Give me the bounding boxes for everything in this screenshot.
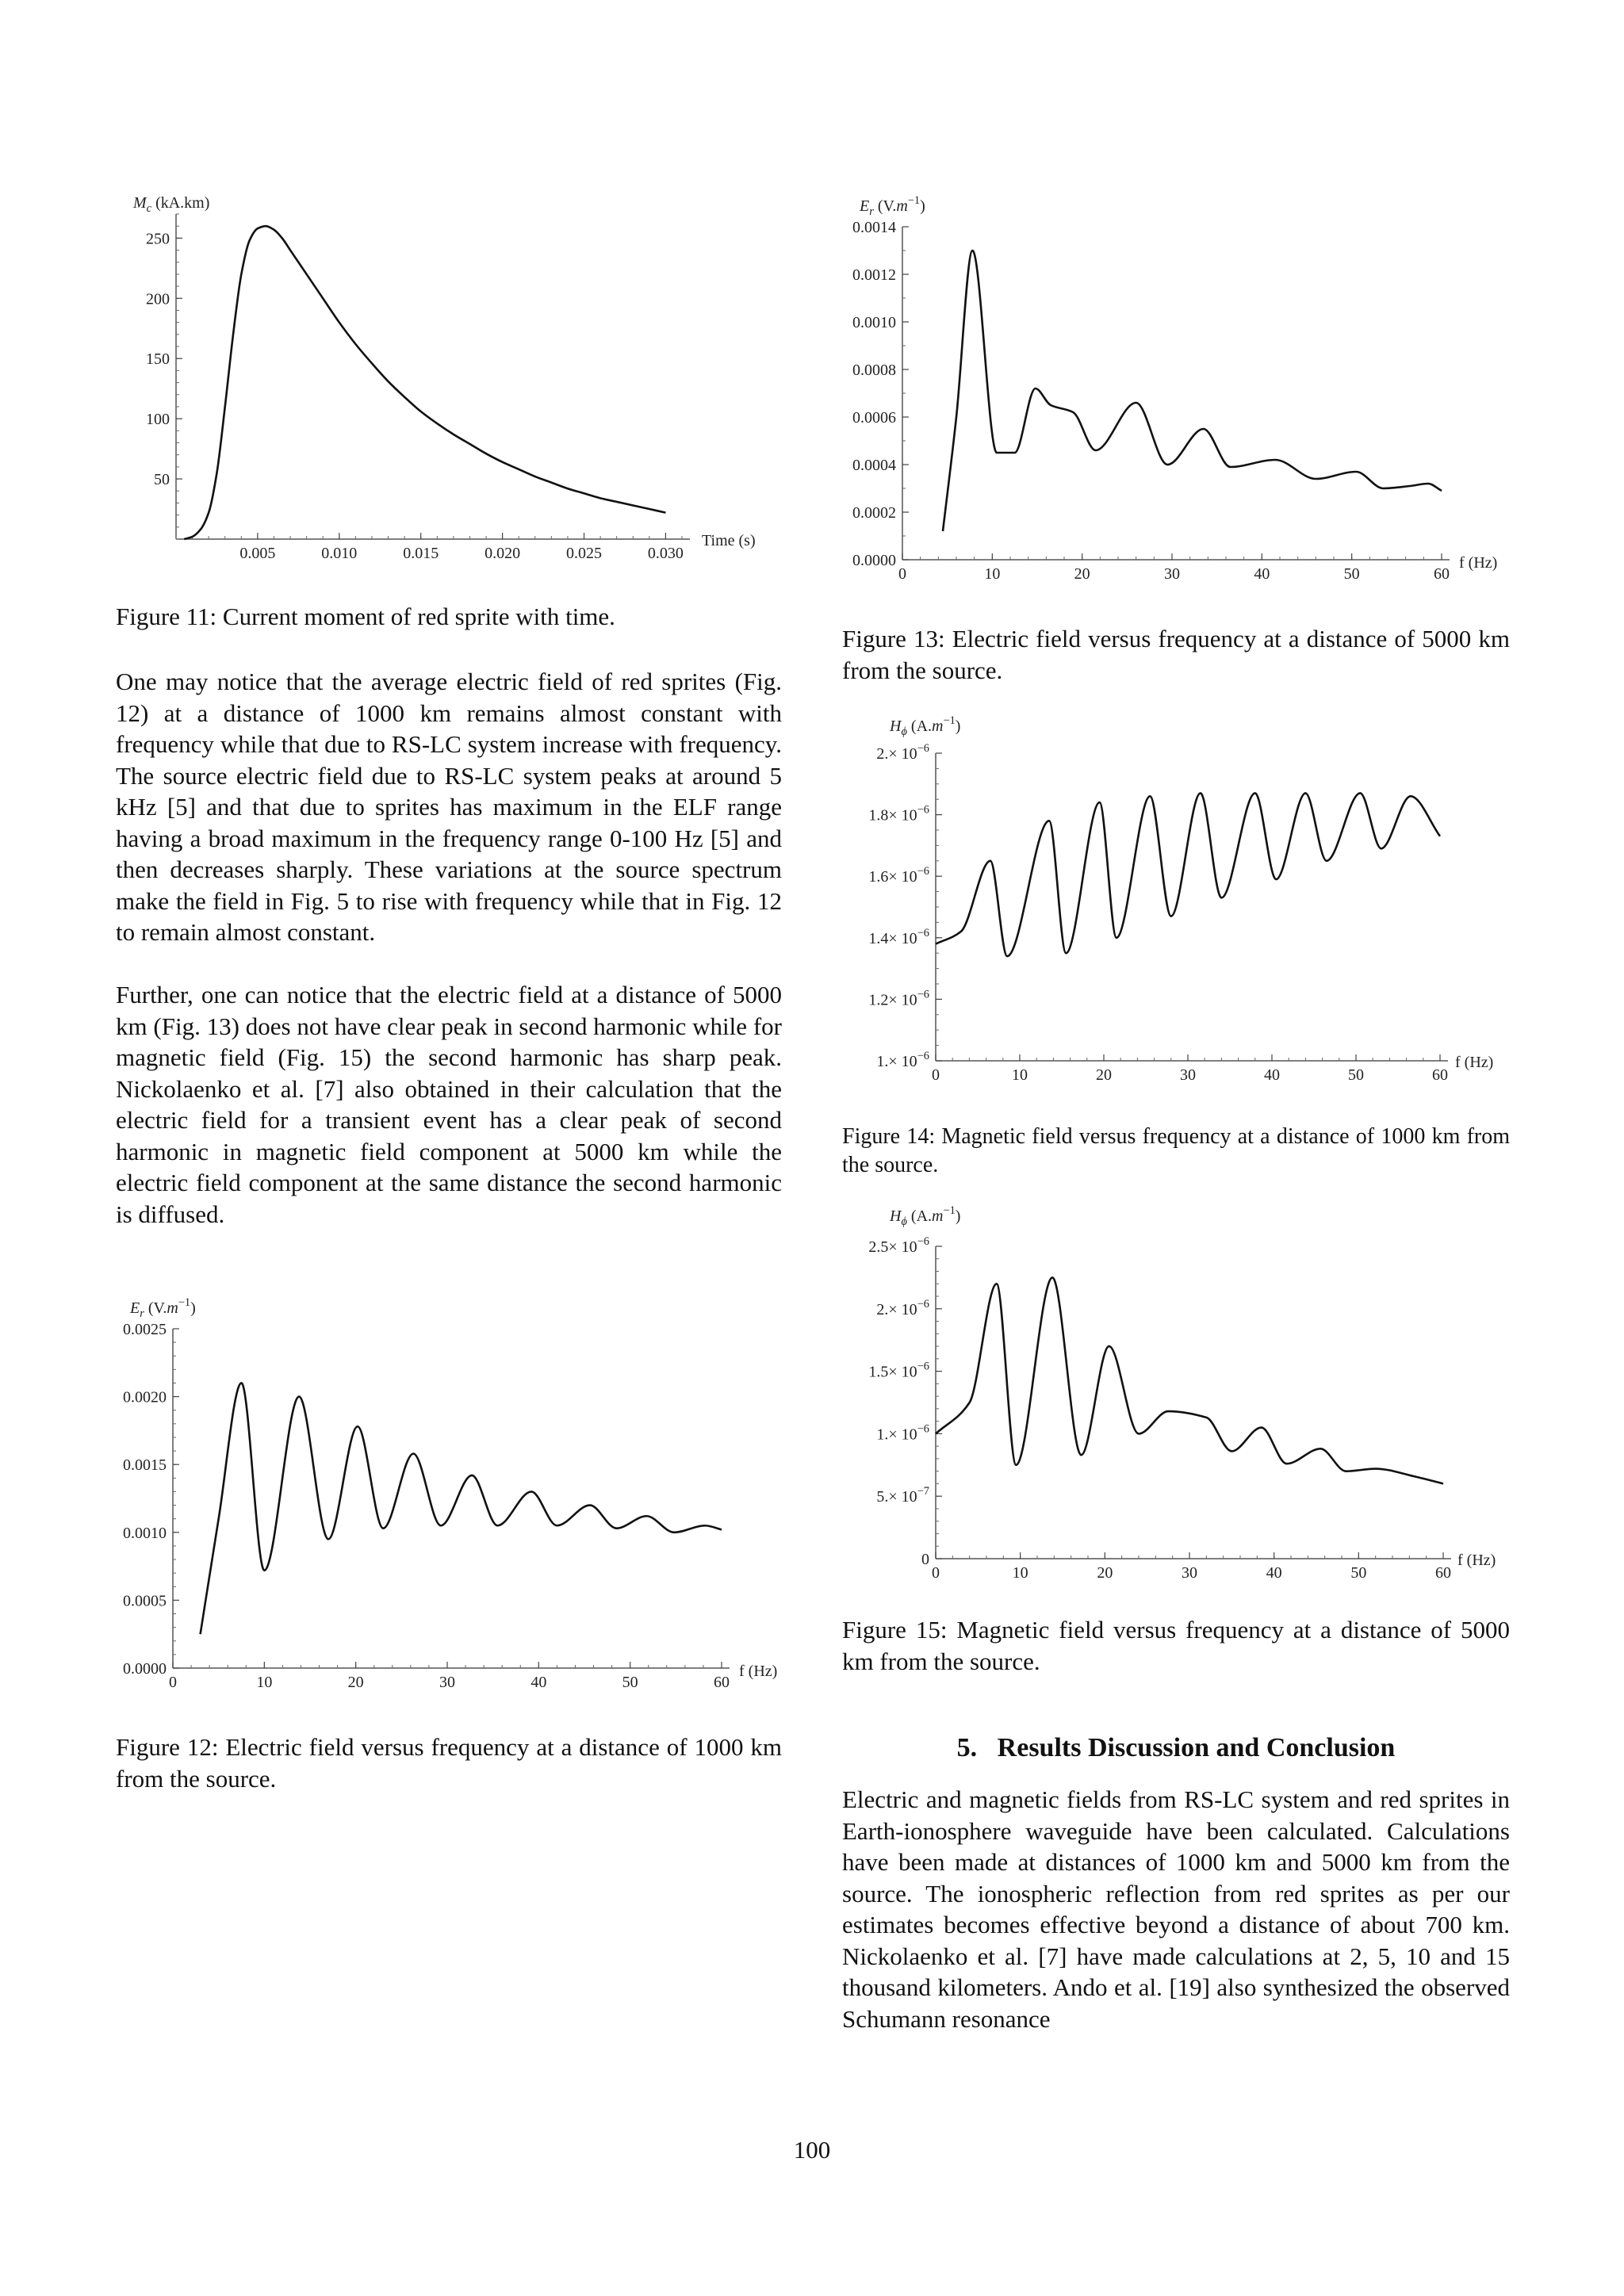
figure-14-caption: Figure 14: Magnetic field versus frequency at a distance of 1000 km from the source. <box>842 1124 1510 1177</box>
y-tick-label: 0.0002 <box>852 504 896 522</box>
y-tick-label: $2.\times 10^{-6}$ <box>876 1297 929 1318</box>
y-tick-label: $1.5\times 10^{-6}$ <box>868 1360 929 1381</box>
y-tick-label: $1.4\times 10^{-6}$ <box>868 926 929 947</box>
x-tick-label: 60 <box>1434 565 1450 583</box>
y-tick-label: $1.8\times 10^{-6}$ <box>868 803 929 825</box>
x-tick-label: 50 <box>1348 1066 1364 1084</box>
x-axis-label: f (Hz) <box>1455 1054 1494 1071</box>
y-tick-label: $2.\times 10^{-6}$ <box>876 742 929 763</box>
x-tick-label: 0 <box>932 1066 940 1084</box>
x-tick-label: 0.015 <box>403 545 439 562</box>
figure-13 <box>833 190 1507 587</box>
y-tick-label: 0.0012 <box>852 266 896 284</box>
x-axis-label: Time (s) <box>702 532 756 549</box>
figure-15 <box>833 1204 1507 1582</box>
figure-15-caption: Figure 15: Magnetic field versus frequency at a distance of 5000 km from the source. <box>842 1616 1510 1675</box>
paragraph-harmonics: Further, one can notice that the electric field at a distance of 5000 km (Fig. 13) does not have clear peak in second harmonic while for magnetic field (Fig. 15) the second harmonic has sharp peak. Nickolaenko et al. [7] also obtained in their calculation that the electric field for a transient event has a clear peak of second harmonic in magnetic field component at 5000 km while the electric field component at the same distance the second harmonic is diffused. <box>116 981 782 1228</box>
y-tick-label: 0 <box>921 1551 929 1568</box>
y-tick-label: 0.0006 <box>852 409 896 427</box>
section-heading: 5. Results Discussion and Conclusion <box>956 1733 1396 1762</box>
figure-12-chart <box>111 1284 785 1697</box>
y-tick-label: $1.2\times 10^{-6}$ <box>868 988 929 1009</box>
y-axis-label: $H_\phi$ $(A.m^{-1})$ <box>890 1204 961 1228</box>
y-tick-label: 0.0000 <box>852 552 896 569</box>
y-tick-label: 0.0020 <box>123 1388 167 1406</box>
x-tick-label: 20 <box>1096 1066 1112 1084</box>
x-tick-label: 40 <box>1266 1564 1282 1582</box>
x-tick-label: 0.025 <box>566 545 603 562</box>
y-tick-label: 0.0014 <box>852 219 896 236</box>
page-number: 100 <box>793 2136 831 2164</box>
x-tick-label: 10 <box>256 1674 273 1691</box>
y-tick-label: 0.0004 <box>852 457 896 474</box>
y-tick-label: $2.5\times 10^{-6}$ <box>868 1235 929 1256</box>
figure-15-chart <box>833 1204 1507 1582</box>
x-tick-label: 50 <box>1343 565 1360 583</box>
x-tick-label: 60 <box>1435 1564 1451 1582</box>
y-tick-label: 0.0010 <box>852 314 896 331</box>
x-axis-label: f (Hz) <box>739 1663 778 1680</box>
x-tick-label: 0 <box>169 1674 177 1691</box>
y-tick-label: 0.0000 <box>123 1660 167 1678</box>
y-axis-label: $E_r$ $(V.m^{-1})$ <box>860 194 925 218</box>
x-tick-label: 20 <box>1097 1564 1113 1582</box>
y-tick-label: 100 <box>146 411 170 429</box>
figure-14-chart <box>833 698 1507 1094</box>
x-tick-label: 0.030 <box>647 545 684 562</box>
figure-13-chart <box>833 190 1507 587</box>
y-tick-label: $1.6\times 10^{-6}$ <box>868 865 929 886</box>
x-tick-label: 30 <box>1164 565 1180 583</box>
x-tick-label: 30 <box>439 1674 455 1691</box>
y-tick-label: 200 <box>146 290 170 308</box>
x-tick-label: 0 <box>898 565 906 583</box>
x-tick-label: 20 <box>347 1674 364 1691</box>
x-tick-label: 60 <box>1432 1066 1448 1084</box>
x-tick-label: 0 <box>932 1564 940 1582</box>
x-tick-label: 50 <box>622 1674 638 1691</box>
x-tick-label: 10 <box>984 565 1001 583</box>
y-axis-label: $H_\phi$ $(A.m^{-1})$ <box>890 714 961 738</box>
x-tick-label: 40 <box>530 1674 547 1691</box>
y-tick-label: $1.\times 10^{-6}$ <box>876 1050 929 1070</box>
x-tick-label: 60 <box>714 1674 730 1691</box>
figure-12-caption: Figure 12: Electric field versus frequency at a distance of 1000 km from the source. <box>116 1733 782 1793</box>
x-tick-label: 20 <box>1074 565 1090 583</box>
figure-11 <box>111 190 785 563</box>
paragraph-conclusion: Electric and magnetic fields from RS-LC system and red sprites in Earth-ionosphere waveguide have been calculated. Calculations have been made at distances of 1000 km and 5000 km from the source. The ionospheric reflection from red sprites as per our estimates becomes effective beyond a distance of about 700 km. Nickolaenko et al. [7] have made calculations at 2, 5, 10 and 15 thousand kilometers. Ando et al. [19] also synthesized the observed Schumann resonance <box>842 1785 1510 2033</box>
y-tick-label: 250 <box>146 230 170 248</box>
y-tick-label: 0.0015 <box>123 1456 167 1475</box>
figure-13-caption: Figure 13: Electric field versus frequency at a distance of 5000 km from the source. <box>842 625 1510 684</box>
x-tick-label: 10 <box>1012 1564 1028 1582</box>
y-axis-label: $E_r$ $(V.m^{-1})$ <box>130 1296 196 1320</box>
x-tick-label: 0.005 <box>239 545 276 562</box>
y-tick-label: 150 <box>146 350 170 369</box>
figure-12 <box>111 1284 785 1697</box>
y-tick-label: 0.0010 <box>123 1524 167 1542</box>
y-tick-label: $5.\times 10^{-7}$ <box>876 1485 929 1506</box>
x-tick-label: 30 <box>1180 1066 1196 1084</box>
y-tick-label: 0.0025 <box>123 1321 167 1338</box>
x-tick-label: 10 <box>1012 1066 1028 1084</box>
figure-11-chart <box>111 190 785 563</box>
series-line <box>184 226 665 539</box>
x-tick-label: 30 <box>1182 1564 1197 1582</box>
x-tick-label: 40 <box>1264 1066 1280 1084</box>
series-line <box>943 251 1442 531</box>
paragraph-red-sprites: One may notice that the average electric field of red sprites (Fig. 12) at a distance of 1000 km remains almost constant with frequency while that due to RS-LC system increase with frequency. The source electric field due to RS-LC system peaks at around 5 kHz [5] and that due to sprites has maximum in the ELF range having a broad maximum in the frequency range 0-100 Hz [5] and then decreases sharply. These variations at the source spectrum make the field in Fig. 5 to rise with frequency while that in Fig. 12 to remain almost constant. <box>116 668 782 946</box>
x-tick-label: 0.020 <box>485 545 521 562</box>
y-tick-label: 0.0008 <box>852 362 896 379</box>
figure-11-caption: Figure 11: Current moment of red sprite with time. <box>116 603 615 630</box>
y-tick-label: 0.0005 <box>123 1592 167 1610</box>
y-tick-label: $1.\times 10^{-6}$ <box>876 1422 929 1444</box>
series-line <box>936 1277 1443 1483</box>
y-tick-label: 50 <box>154 471 170 489</box>
y-axis-label: $M_c$ (kA.km) <box>133 194 210 215</box>
x-tick-label: 50 <box>1350 1564 1367 1582</box>
x-tick-label: 0.010 <box>321 545 358 562</box>
figure-14 <box>833 698 1507 1094</box>
x-tick-label: 40 <box>1254 565 1270 583</box>
series-line <box>201 1383 722 1634</box>
x-axis-label: f (Hz) <box>1457 1552 1496 1569</box>
x-axis-label: f (Hz) <box>1459 554 1498 572</box>
series-line <box>936 793 1440 956</box>
